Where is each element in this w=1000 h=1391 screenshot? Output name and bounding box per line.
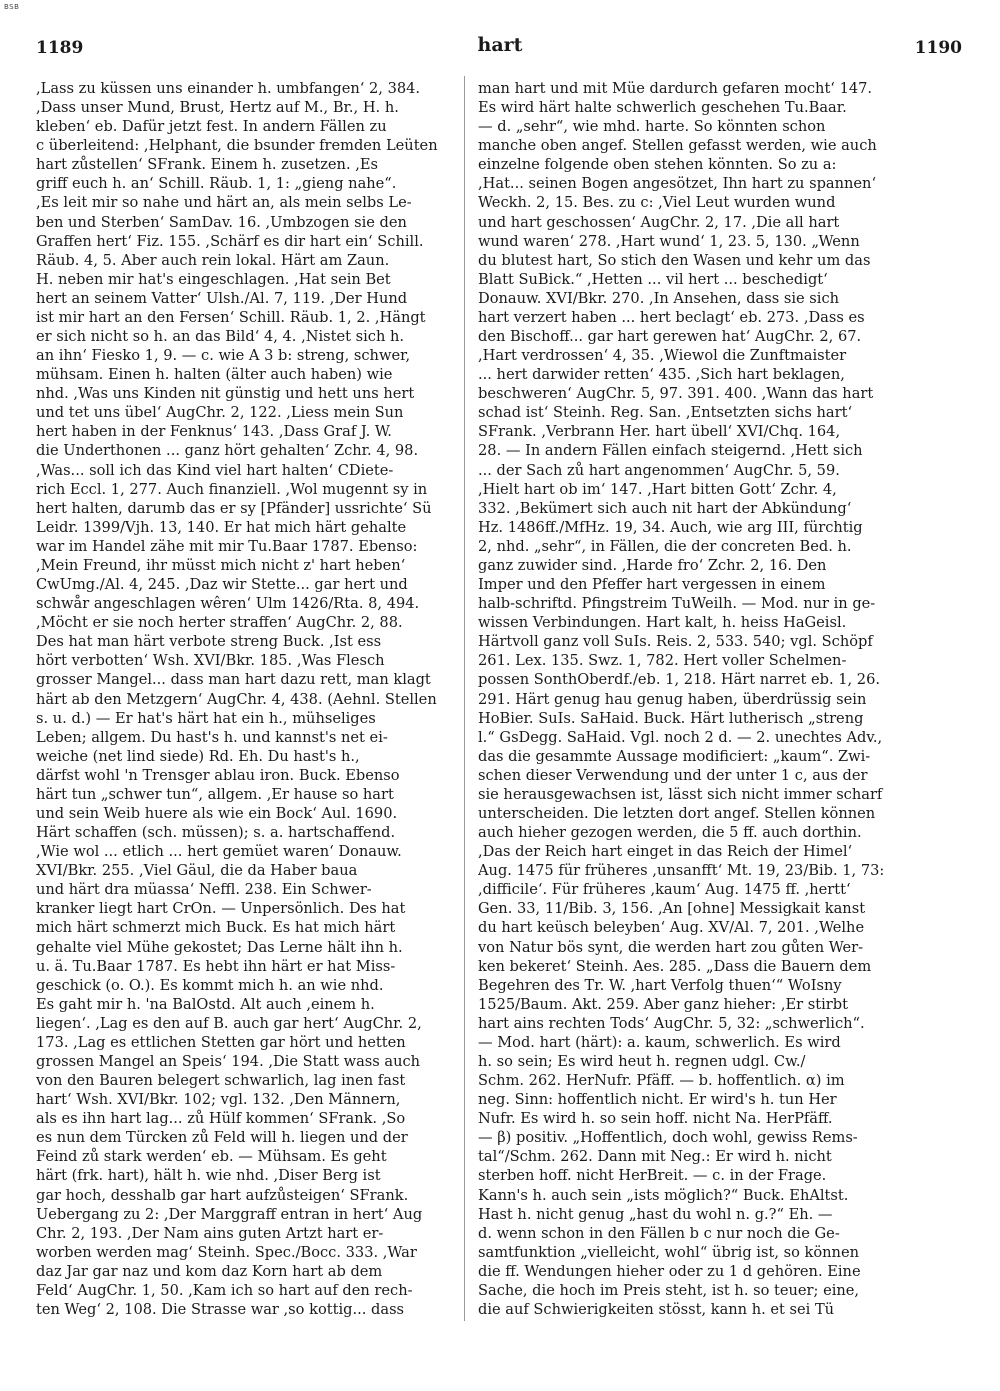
text-line: ,difficile‘. Für früheres ,kaum‘ Aug. 1475 ff. ,hertt‘ [478,881,851,899]
text-line: ,Dass unser Mund, Brust, Hertz auf M., Br., H. h. [36,99,399,117]
text-line: Es wird härt halte schwerlich geschehen Tu.Baar. [478,99,847,117]
text-line: Sache, die hoch im Preis steht, ist h. so teuer; eine, [478,1281,860,1299]
text-line: beschweren‘ AugChr. 5, 97. 391. 400. ,Wann das hart [478,385,874,403]
text-line: härt tun „schwer tun“, allgem. ,Er hause so hart [36,785,394,803]
library-stamp: BSB [4,3,20,11]
text-line: 332. ,Bekümert sich auch nit hart der Abkündung‘ [478,499,852,517]
text-line: schen dieser Verwendung und der unter 1 c, aus der [478,766,868,784]
text-line: — d. „sehr“, wie mhd. harte. So könnten schon [478,118,826,136]
text-line: — β) positiv. „Hoffentlich, doch wohl, gewiss Rems- [478,1129,858,1147]
text-line: possen SonthOberdf./eb. 1, 218. Härt narret eb. 1, 26. [478,671,881,689]
text-line: gar hoch, desshalb gar hart aufzůsteigen‘ SFrank. [36,1186,409,1204]
text-line: hert an seinem Vatter‘ Ulsh./Al. 7, 119. ,Der Hund [36,289,408,307]
text-line: hart zůstellen‘ SFrank. Einem h. zusetzen. ,Es [36,156,378,174]
text-line: an ihn‘ Fiesko 1, 9. — c. wie A 3 b: streng, schwer, [36,347,411,365]
text-line: Blatt SuBick.“ ,Hetten ... vil hert ... beschedigt‘ [478,270,828,288]
text-line: ,Es leit mir so nahe und härt an, als mein selbs Le- [36,194,412,212]
text-line: manche oben angef. Stellen gefasst werden, wie auch [478,137,877,155]
text-line: ... der Sach zů hart angenommen‘ AugChr. 5, 59. [478,461,840,479]
text-line: hert halten, darumb das er sy [Pfänder] ussrichte‘ Sü [36,499,432,517]
text-line: CwUmg./Al. 4, 245. ,Daz wir Stette... gar hert und [36,576,408,594]
text-line: wissen Verbindungen. Hart kalt, h. heiss HaGeisl. [478,614,847,632]
text-line: Leben; allgem. Du hast's h. und kannst's net ei- [36,728,388,746]
text-line: hart verzert haben ... hert beclagt‘ eb. 273. ,Dass es [478,308,865,326]
column-divider [464,76,465,1321]
text-line: Feind zů stark werden‘ eb. — Mühsam. Es geht [36,1148,387,1166]
text-line: Härt schaffen (sch. müssen); s. a. hartschaffend. [36,824,396,842]
text-line: hört verbotten‘ Wsh. XVI/Bkr. 185. ,Was Flesch [36,652,385,670]
text-line: ken bekeret‘ Steinh. Aes. 285. „Dass die Bauern dem [478,957,872,975]
text-line: 28. — In andern Fällen einfach steigernd. ,Hett sich [478,442,863,460]
text-line: kleben‘ eb. Dafür jetzt fest. In andern Fällen zu [36,118,387,136]
text-line: neg. Sinn: hoffentlich nicht. Er wird's h. tun Her [478,1091,837,1109]
text-line: auch hieher gezogen werden, die 5 ff. auch dorthin. [478,824,862,842]
text-line: einzelne folgende oben stehen könnten. So zu a: [478,156,837,174]
text-line: ist mir hart an den Fersen‘ Schill. Räub. 1, 2. ,Hängt [36,308,426,326]
text-line: hart‘ Wsh. XVI/Bkr. 102; vgl. 132. ,Den Männern, [36,1091,401,1109]
text-line: H. neben mir hat's eingeschlagen. ,Hat sein Bet [36,270,391,288]
text-line: Graffen hert‘ Fiz. 155. ,Schärf es dir hart ein‘ Schill. [36,232,424,250]
text-line: ... hert darwider retten‘ 435. ,Sich hart beklagen, [478,366,845,384]
text-line: grosser Mangel... dass man hart dazu rett, man klagt [36,671,431,689]
text-line: liegen‘. ,Lag es den auf B. auch gar hert‘ AugChr. 2, [36,1014,422,1032]
text-line: samtfunktion „vielleicht, wohl“ übrig ist, so können [478,1243,859,1261]
text-line: Es gaht mir h. 'na BalOstd. Alt auch ,einem h. [36,995,375,1013]
text-line: unterscheiden. Die letzten dort angef. Stellen können [478,804,876,822]
text-line: schad ist‘ Steinh. Reg. San. ,Entsetzten sichs hart‘ [478,404,853,422]
text-line: Feld‘ AugChr. 1, 50. ,Kam ich so hart auf den rech- [36,1281,413,1299]
text-line: war im Handel zähe mit mir Tu.Baar 1787. Ebenso: [36,537,418,555]
text-line: d. wenn schon in den Fällen b c nur noch die Ge- [478,1224,840,1242]
text-line: därfst wohl 'n Trensger ablau iron. Buck. Ebenso [36,766,400,784]
text-line: Des hat man härt verbote streng Buck. ,Ist ess [36,633,382,651]
text-line: daz Jar gar naz und kom daz Korn hart ab dem [36,1262,383,1280]
text-line: ,Möcht er sie noch herter straffen‘ AugChr. 2, 88. [36,614,403,632]
page-number-left: 1189 [36,38,84,58]
text-line: das die gesammte Aussage modificiert: „kaum“. Zwi- [478,747,871,765]
text-line: ganz zuwider sind. ,Harde fro‘ Zchr. 2, 16. Den [478,556,827,574]
text-line: — Mod. hart (härt): a. kaum, schwerlich. Es wird [478,1033,841,1051]
text-line: Aug. 1475 für früheres ,unsanfft‘ Mt. 19, 23/Bib. 1, 73: [478,862,885,880]
text-line: u. ä. Tu.Baar 1787. Es hebt ihn härt er hat Miss- [36,957,396,975]
text-line: und härt dra müassa‘ Neffl. 238. Ein Schwer- [36,881,372,899]
text-line: ten Weg‘ 2, 108. Die Strasse war ,so kottig... dass [36,1301,405,1318]
text-line: ,Hat... seinen Bogen angesötzet, Ihn hart zu spannen‘ [478,175,877,193]
text-line: tal“/Schm. 262. Dann mit Neg.: Er wird h. nicht [478,1148,832,1166]
text-line: es nun dem Türcken zů Feld will h. liegen und der [36,1129,408,1147]
text-line: als es ihn hart lag... zů Hülf kommen‘ SFrank. ,So [36,1110,406,1128]
text-line: HoBier. SuIs. SaHaid. Buck. Härt lutherisch „streng [478,709,864,727]
text-line: wund waren‘ 278. ,Hart wund‘ 1, 23. 5, 130. „Wenn [478,232,860,250]
text-line: ,Wie wol ... etlich ... hert gemüet waren‘ Donauw. [36,843,402,861]
text-line: Gen. 33, 11/Bib. 3, 156. ,An [ohne] Messigkait kanst [478,900,866,918]
text-line: Begehren des Tr. W. ,hart Verfolg thuen‘“ WoIsny [478,976,842,994]
text-line: 1525/Baum. Akt. 259. Aber ganz hieher: ,Er stirbt [478,995,848,1013]
text-line: Hz. 1486ff./MfHz. 19, 34. Auch, wie arg III, fürchtig [478,518,863,536]
text-line: sie herausgewachsen ist, lässt sich nicht immer scharf [478,785,883,803]
text-line: von den Bauren belegert schwarlich, lag inen fast [36,1072,406,1090]
text-line: weiche (net lind siede) Rd. Eh. Du hast's h., [36,747,360,765]
text-line: griff euch h. an‘ Schill. Räub. 1, 1: „gieng nahe“. [36,175,397,193]
text-line: Nufr. Es wird h. so sein hoff. nicht Na. HerPfäff. [478,1110,833,1128]
text-line: geschick (o. O.). Es kommt mich h. an wie nhd. [36,976,384,994]
text-line: und sein Weib huere als wie ein Bock‘ Aul. 1690. [36,804,398,822]
text-line: Chr. 2, 193. ,Der Nam ains guten Artzt hart er- [36,1224,384,1242]
text-line: Weckh. 2, 15. Bes. zu c: ,Viel Leut wurden wund [478,194,836,212]
text-line: Kann's h. auch sein „ists möglich?“ Buck. EhAltst. [478,1186,849,1204]
text-line: kranker liegt hart CrOn. — Unpersönlich. Des hat [36,900,406,918]
text-line: Schm. 262. HerNufr. Pfäff. — b. hoffentlich. α) im [478,1072,845,1090]
text-line: die Underthonen ... ganz hört gehalten‘ Zchr. 4, 98. [36,442,419,460]
text-line: mühsam. Einen h. halten (älter auch haben) wie [36,366,393,384]
right-column [478,79,913,1319]
text-line: und tet uns übel‘ AugChr. 2, 122. ,Liess mein Sun [36,404,404,422]
text-line: ,Das der Reich hart einget in das Reich der Himel‘ [478,843,853,861]
text-line: 291. Härt genug hau genug haben, überdrüssig sein [478,690,867,708]
text-line: und hart geschossen‘ AugChr. 2, 17. ,Die all hart [478,213,840,231]
text-line: du hart keüsch beleyben‘ Aug. XV/Al. 7, 201. ,Welhe [478,919,865,937]
page-number-right: 1190 [914,38,962,58]
text-line: grossen Mangel an Speis‘ 194. ,Die Statt wass auch [36,1052,421,1070]
text-line: nhd. ,Was uns Kinden nit günstig und hett uns hert [36,385,415,403]
text-line: schwår angeschlagen wêren‘ Ulm 1426/Rta. 8, 494. [36,595,420,613]
text-line: rich Eccl. 1, 277. Auch finanziell. ,Wol mugennt sy in [36,480,428,498]
text-line: c überleitend: ,Helphant, die bsunder fremden Leüten [36,137,438,155]
text-line: h. so sein; Es wird heut h. regnen udgl. Cw./ [478,1052,806,1070]
text-line: du blutest hart, So stich den Wasen und kehr um das [478,251,871,269]
text-line: ,Lass zu küssen uns einander h. umbfangen‘ 2, 384. [36,80,421,97]
text-line: halb-schriftd. Pfingstreim TuWeilh. — Mod. nur in ge- [478,595,876,613]
text-line: ,Hart verdrossen‘ 4, 35. ,Wiewol die Zunftmaister [478,347,847,365]
text-line: den Bischoff... gar hart gerewen hat‘ AugChr. 2, 67. [478,328,862,346]
text-line: 173. ,Lag es ettlichen Stetten gar hört und hetten [36,1033,406,1051]
text-line: die auf Schwierigkeiten stösst, kann h. et sei Tü [478,1301,835,1318]
text-line: SFrank. ,Verbrann Her. hart übell‘ XVI/Chq. 164, [478,423,841,441]
text-line: ben und Sterben‘ SamDav. 16. ,Umbzogen sie den [36,213,407,231]
text-line: er sich nicht so h. an das Bild‘ 4, 4. ,Nistet sich h. [36,328,405,346]
text-line: Imper und den Pfeffer hart vergessen in einem [478,576,826,594]
running-headword: hart [477,34,523,56]
text-line: gehalte viel Mühe gekostet; Das Lerne hält ihn h. [36,938,403,956]
text-line: worben werden mag‘ Steinh. Spec./Bocc. 333. ,War [36,1243,417,1261]
text-line: die ff. Wendungen hieher oder zu 1 d gehören. Eine [478,1262,861,1280]
text-line: Donauw. XVI/Bkr. 270. ,In Ansehen, dass sie sich [478,289,840,307]
text-line: ,Mein Freund, ihr müsst mich nicht z' hart heben‘ [36,556,406,574]
text-line: l.“ GsDegg. SaHaid. Vgl. noch 2 d. — 2. unechtes Adv., [478,728,883,746]
text-line: mich härt schmerzt mich Buck. Es hat mich härt [36,919,396,937]
text-line: s. u. d.) — Er hat's härt hat ein h., mühseliges [36,709,376,727]
text-line: 2, nhd. „sehr“, in Fällen, die der concreten Bed. h. [478,537,852,555]
text-line: härt (frk. hart), hält h. wie nhd. ,Diser Berg ist [36,1167,381,1185]
text-line: Leidr. 1399/Vjh. 13, 140. Er hat mich härt gehalte [36,518,407,536]
text-line: von Natur bös synt, die werden hart zou gůten Wer- [478,938,864,956]
text-line: XVI/Bkr. 255. ,Viel Gäul, die da Haber baua [36,862,358,880]
text-line: 261. Lex. 135. Swz. 1, 782. Hert voller Schelmen- [478,652,847,670]
text-line: härt ab den Metzgern‘ AugChr. 4, 438. (Aehnl. Stellen [36,690,437,708]
left-column [36,79,471,1319]
text-line: hert haben in der Fenknus‘ 143. ,Dass Graf J. W. [36,423,392,441]
text-line: Hast h. nicht genug „hast du wohl n. g.?“ Eh. — [478,1205,833,1223]
text-line: Räub. 4, 5. Aber auch rein lokal. Härt am Zaun. [36,251,390,269]
text-line: man hart und mit Müe dardurch gefaren mocht‘ 147. [478,80,873,97]
text-line: sterben hoff. nicht HerBreit. — c. in der Frage. [478,1167,827,1185]
text-line: Uebergang zu 2: ,Der Marggraff entran in hert‘ Aug [36,1205,423,1223]
text-line: hart ains rechten Tods‘ AugChr. 5, 32: „schwerlich“. [478,1014,865,1032]
text-line: ,Hielt hart ob im‘ 147. ,Hart bitten Gott‘ Zchr. 4, [478,480,837,498]
text-line: ,Was... soll ich das Kind viel hart halten‘ CDiete- [36,461,394,479]
text-line: Härtvoll ganz voll SuIs. Reis. 2, 533. 540; vgl. Schöpf [478,633,873,651]
